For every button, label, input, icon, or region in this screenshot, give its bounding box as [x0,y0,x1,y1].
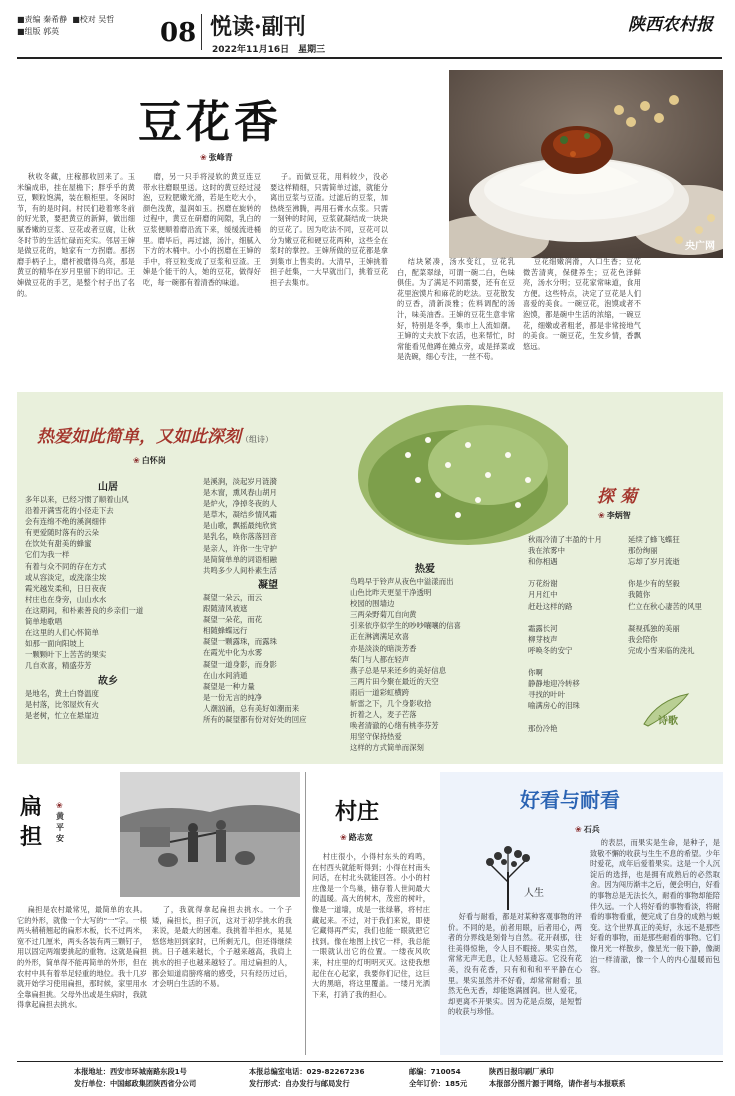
editor-credit: ■校对 吴哲 [72,15,115,24]
flower-icon: ❀ [133,456,140,465]
poem-shanju [25,494,195,672]
poem-line: 沿着开满雪花的小径走下去 [25,506,114,516]
poem-line: 凝望一朵花，而花 [203,615,263,625]
poem-line: 引来依序似学生的吵吵嚷嚷的信喜 [350,621,461,631]
article1-col1: 秋收冬藏，庄稼都收回来了。玉米编成串，挂在屋檐下；胖乎乎的黄豆，颗粒饱满，装在粮柜里。冬闲时节，有的是时间。村民们趁着寒冬前的好光景，要把黄豆的新鲜，做出细腻香嫩的豆浆、豆花或者豆腐，让秋冬时节的生活忙碌而充实。邻居王婶是做豆花的，她家有一方拐磨。那拐磨手柄子上，磨杆被磨得乌亮，那是黄豆的精华在岁月里留下的印记。王婶做豆花的手艺，是整个村子出了名的。 [17,172,135,298]
life-tag: 人生 [524,888,544,899]
poem-title-reai: 热爱 [415,564,435,575]
poem-line: 正在淋漓满足欢喜 [350,632,410,642]
author-name: 石兵 [583,825,600,834]
poem-line: 是炉火，净掉冬夜的人 [203,499,277,509]
masthead [0,0,735,62]
poem-line: 它们为我一样 [25,550,70,560]
poem-line: 鸟鸣早于铃声从夜色中溢漾而出 [350,577,454,586]
poem-line: 凝视孤独的美丽 [628,623,680,633]
poem-series-note: （组诗） [241,435,273,444]
poem-line: 校园的围墙边 [350,599,395,609]
flower-icon: ❀ [598,511,605,520]
poem-line: 霜露长河 [528,623,558,633]
footer [74,1066,724,1090]
article1-col5: 豆花细嫩润滑，入口生香；豆花微苦清爽，保健养生；豆花色泽鲜亮，汤水分明；豆花家常味道，食用方便。这些特点，决定了豆花是人们喜爱的美食。一碗豆花，泡馍或者不泡馍，都是碗中生活的浓缩，一碗豆花，细嫩或者粗老，都是非常接地气的美食。一碗豆花，生发乡情，香飘悠远。 [523,257,641,351]
issue-date: 2022年11月16日 星期三 [212,45,326,55]
poem-line: 完成小雪来临的洗礼 [628,645,695,655]
poem-line: 斩雷之下，几个身影收拾 [350,699,432,709]
author-name: 李炳智 [606,511,631,520]
poem-line: 几自欢喜，精盛芬芳 [25,661,92,671]
poem-line: 是山歌，飘摇最纯欣赏 [203,521,277,531]
photo-watermark: 央广网 [685,241,715,252]
poem-line [528,712,628,723]
poetry-tag [638,690,696,730]
poem-title-ningwang: 凝望 [258,580,278,591]
poem-line: 静静地迎冷转移 [528,679,580,689]
poem-line: 会有连绵不绝的溪涧细伴 [25,517,107,527]
poem-line: 亦是淡淡的暗淡芳香 [350,643,417,653]
page-number: 08 [160,18,197,48]
masthead-rule [17,57,722,59]
poem-title-shanju: 山居 [98,482,118,493]
footer-notice: 本报部分图片源于网络，请作者与本报联系 [489,1079,626,1088]
poem-line: 雨后一道彩虹横跨 [350,687,410,697]
poem-line [628,567,723,578]
biandan-col2: 了，我就得拿起扁担去挑水。一个子矮，扁担长，担子沉，这对于初学挑水的我来说，是最大的困难。我挑着半担水，晃晃悠悠地回到家时，已所剩无几，但还得继续挑。日子越来越长，个子越来越高，我肩上挑水的担子也越来越轻了。用过扁担的人，都会知道肩膀疼痛的感受，只有经历过后，才会明白生活的不易。 [152,905,292,989]
poem-line: 在饮处有甜美的蜂蜜 [25,539,92,549]
poem-line: 和你相遇 [528,557,558,567]
article-title: 豆花香 [138,97,282,148]
footer-publisher: 发行单位：中国邮政集团陕西省分公司 [74,1079,197,1088]
footer-price: 全年订价：185元 [409,1079,468,1088]
poem-line: 在这期间，和朴素善良的乡亲们一道 [25,605,144,615]
poem-line: 是乳名，唤你落落回音 [203,532,277,542]
poem-line: 是简简单单的词语相融 [203,554,277,564]
section-title: 悦读·副刊 [210,14,306,40]
poem-line: 燕子总是早来还乡的美好信息 [350,665,447,675]
poem-line: 我会陪你 [628,634,658,644]
cunzhuang-title: 村庄 [335,799,380,825]
poem-line: 唤者清澈的心绪有桃李芬芳 [350,721,439,731]
tree-illustration [478,842,558,912]
poetry-tag-label: 诗歌 [658,716,678,727]
poem-line: 月月红中 [528,590,558,600]
poem-line: 凝望一颗露珠，而露珠 [203,637,277,647]
farmer-photo [120,772,300,897]
poem-line: 跟随清风被遮 [203,604,248,614]
poem-line: 寻找的叶叶 [528,690,565,700]
poem-line: 有着与众不同的存在方式 [25,561,107,571]
haokan-title: 好看与耐看 [520,788,620,812]
poem-line: 凝望一朵云，而云 [203,593,263,602]
poem-line: 我随你 [628,590,651,600]
flower-icon: ❀ [340,833,347,842]
poem-line: 是草木，凝结乡情风霜 [203,510,277,520]
biandan-title [20,792,50,852]
footer-address: 本报地址：西安市环城南路东段1号 [74,1067,187,1076]
poem-line: 这样的方式简单而深刻 [350,743,424,753]
article1-col6 [648,257,723,388]
poem-line: 万花纷谢 [528,579,558,589]
poem-guxiang [25,688,195,721]
biandan-title-text: 扁担 [20,794,43,850]
grass-flower-image [348,395,568,545]
poem-line: 是一份无言的纯净 [203,692,263,702]
poem-author [133,455,166,466]
poem-line: 霞光越发柔和，日日夜夜 [25,583,107,593]
tanju-col1 [528,534,628,734]
poem-line [628,612,723,623]
poem-line: 是溪涧，淡起岁月涟漪 [203,477,277,486]
poem-line: 伫立在秋心凄苦的风里 [628,601,702,611]
poem-line: 赶赴这样的路 [528,601,573,611]
poem-line: 在霞光中化为水雾 [203,648,263,658]
editor-credits [17,14,157,38]
poem-series-heading: 热爱如此简单，又如此深刻 [37,427,241,447]
poem-series-title [37,422,273,447]
poem-line: 简单地歌唱 [25,617,62,627]
poem-line: 是木窗，熏风春山胡月 [203,488,277,498]
author-name: 白怀岗 [141,456,166,465]
paper-logo: 陕西农村报 [628,15,713,35]
poem-line: 或从容淡定，或洗涤尘埃 [25,572,107,582]
poem-line: 用坚守保持热爱 [350,732,402,742]
poem-line: 秋雨冷清了丰盈的十月 [528,535,602,544]
poem-line [528,567,628,578]
footer-postcode: 邮编：710054 [409,1067,461,1076]
article1-col2: 磨，另一只手将浸软的黄豆连豆带水往磨眼里送。这时的黄豆经过浸泡，豆粒肥嫩光滑，若是生吃大小，颜色浅黄，温润如玉。拐磨在旋转的过程中，黄豆在研磨的间隙，乳白的豆浆便顺着磨沿流下来，缓缓流进桶里。磨毕后，再过滤，汤汁，细腻入下方的木桶中。小小的拐磨在王婶的手中，将豆粒变成了豆浆和豆渣。王婶是个能干的人，她的豆花，做得好吃，每一碗都有着清香的味道。 [143,172,261,287]
poem-line: 有更爱随时落有的云朵 [25,528,99,538]
tanju-author [598,510,631,521]
poem-line: 那份冷艳 [528,723,558,733]
header-divider [201,14,202,50]
flower-icon: ❀ [56,801,63,810]
poem-line: 是老树，忙立在悬崖边 [25,711,99,721]
poem-line: 那份绚丽 [628,546,658,556]
article1-col4: 结块紧凑，汤水变红，豆花乳白，配菜翠绿，可谓一碗二白，色味俱佳。为了满足不同需要，还有在豆花里泡馍片和麻花的吃法。豆花散发的豆香，清新淡雅；佐料调配的汤汁，味美油香。王婶的豆花生意非常好，特别是冬季，集市上人流如潮。王婶的丈夫放下农活，也来帮忙，时常能看见他蹲在摊点旁，或是择菜或是洗碗，细心专注，一丝不苟。 [397,257,515,362]
footer-phone: 本报总编室电话：029-82267236 [249,1067,365,1076]
poem-line: 山色比昨天更显干净透明 [350,588,432,598]
poem-guxiang-cont [203,476,343,576]
poem-line: 折着之人，麦子芒落 [350,710,417,720]
author-name: 张峰青 [208,153,233,162]
poem-line: 我在浓雾中 [528,546,565,556]
poem-reai [350,576,520,754]
haokan-author [575,824,600,835]
poem-line: 人潮汹涌，总有美好如潮而来 [203,703,300,713]
biandan-col1: 扁担是农村最常见，最简单的农具。它的外形，就像一个大写的“一”字。一根两头稍稍翘起的扁形木板，长不过两米，宽不过几厘米，两头各装有两三颗钉子，用以固定两端要挑起的重物。这就是扁担的外形，简单得不能再简单的外形，但在农村中具有着举足轻重的地位。我十几岁就开始学习使用扁担，那时候，家里用水全靠扁担挑。父母外出或是生病时，我就得拿起扁担去挑水。 [17,905,147,1010]
flower-icon: ❀ [200,153,207,162]
poem-ningwang [203,592,343,725]
editor-credit: ■组版 郭英 [17,27,60,36]
footer-distribution: 发行形式：自办发行与邮局发行 [249,1079,350,1088]
poem-line: 柴门与人都在轻声 [350,654,410,664]
poem-line: 你啊 [528,668,543,678]
poem-line: 如那一面向阳坡上 [25,639,85,649]
footer-row [74,1078,724,1090]
tanju-col2 [628,534,723,656]
poem-line: 是亲人，许你一生守护 [203,543,277,553]
poem-line: 三两片田今聚在最近的天空 [350,676,439,686]
poem-line: 相随蜂蝶远行 [203,626,248,636]
poem-line: 凝望是一种力量 [203,681,255,691]
poem-line: 你是少有的坚毅 [628,579,680,589]
poem-line: 延续了蜂飞蝶狂 [628,535,680,544]
footer-printer: 陕西日报印刷厂承印 [489,1067,554,1076]
cunzhuang-author [340,832,373,843]
poem-line: 凝望一道身影，而身影 [203,659,277,669]
article-author [200,152,233,163]
cunzhuang-text: 村庄很小，小得村东头的鸡鸣，在村西头就能听得到；小得在村南头问话，在村北头就能回答。小小的村庄像是一个鸟巢，储存着人世间最大的温暖。高大的树木，茂密的树叶，像是一道墙，成是一张绿幕，将村庄藏起来。不过，对于我们来说，即使它藏得再严实，我们也能一眼就把它找到。像在地图上找它一样，我总能一眼就认出它的位置。一缕夜风吹来，村庄里的灯明明灭灭。这使我想起住在心起家，我要你们记住，这巨大的黑暗，将这里覆盖。一缕月光洒下来，打消了我的担心。 [312,852,430,999]
poem-line: 多年以来，已经习惯了顺着山风 [25,495,129,504]
douhua-bowl-image [449,70,723,258]
footer-rule [17,1061,723,1062]
poem-line [528,656,628,667]
poem-line: 忘却了岁月流逝 [628,557,680,567]
author-name: 路志宽 [348,833,373,842]
poem-line: 三两朵野菊兀自向黄 [350,610,417,620]
poem-line: 村庄也在身旁，山山水水 [25,594,107,604]
poem-line: 柳芽枝声 [528,634,558,644]
editor-credit: ■责编 秦希静 [17,15,68,24]
poem-line: 所有的凝望都有份对好处的回应 [203,715,307,725]
flower-icon: ❀ [575,825,582,834]
poem-line: 共鸣多少人间朴素生活 [203,565,277,575]
poem-line: 是村落，比邻屋炊有火 [25,700,99,710]
poem-line [528,612,628,623]
biandan-author [56,800,68,844]
poem-line: 一颗颗叶下上苦苦的果实 [25,650,107,660]
tanju-title: 探菊 [597,487,643,507]
poem-line: 在这里的人们心怀简单 [25,628,99,638]
poem-line: 喻满房心的泪珠 [528,701,580,711]
poem-line: 是地名，黄土白脊温度 [25,689,99,698]
footer-row [74,1066,724,1078]
article1-col3: 子。而做豆花，用料较少，没必要这样精细，只需简单过滤，就能分离出豆浆与豆渣。过滤后的豆浆，加热烧至沸腾，再用石膏水点浆。只需一刻钟的时间，豆浆就凝结成一块块的豆花了。因为吃法不同，豆花可以分为嫩豆花和硬豆花两种，这些全在浆时的掌控。王婶所做的豆花都是拿到集市上售卖的。大清早，王婶挑着担子赶集，一大早就出门，挑着豆花担子去集市。 [270,172,388,287]
poem-line: 呼唤冬的安宁 [528,645,573,655]
author-name: 黄平安 [56,812,64,843]
haokan-col1: 好看与耐看，都是对某种客观事物的评价。不同的是，前者用眼，后者用心，两者的分界线是刻骨与自然。花开刹那，往往美得惊艳，令人目不暇接。果实自然，常常无声无息，让人轻易遗忘。它没有花美，没有花香，只有和和和平平静在心里。果实虽然并不好看，却常常耐看；虽然无色无香，却能饱满圆润。世人爱花，却更离不开果实。因为花是点缀，是短暂的收获与珍惜。 [448,912,582,1017]
farmers-with-shoulder-pole-image [120,772,300,897]
tree-icon [478,842,558,912]
grass-photo [348,395,568,545]
poem-line: 在山水间消遁 [203,670,248,680]
column-divider [305,772,306,1055]
haokan-col2: 的表层，而果实是生命，是种子，是致敬不懈的收获与生生不息的希望。少年时爱花，成年后爱着果实。这是一个人沉淀后的选择，也是拥有成熟后的必然取舍。因为闯历渐丰之后，便会明白，好看的事物总是无法长久，耐看的事物却能陪伴久远。一个人将好看的事物看淡，将耐看的事物看重，便完成了自身的成熟与蜕变。这个世界真正的美好，永远不是那些好看的事物，而是那些耐看的事物。它们像月光一样散步，像星光一般下静，像湖泊一样清澈，像一个人的内心温暖而包容。 [590,838,720,975]
poem-title-guxiang: 故乡 [98,676,118,687]
douhua-photo [449,70,723,258]
